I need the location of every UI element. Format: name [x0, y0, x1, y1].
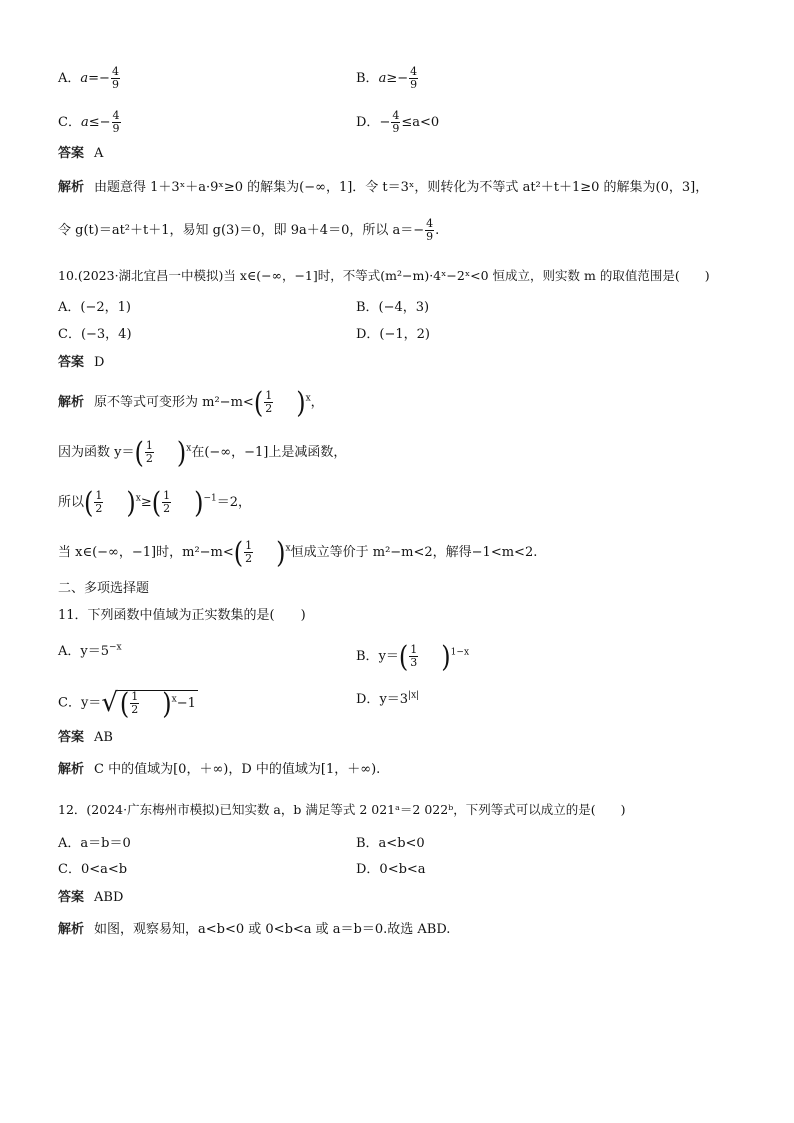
q9-option-d: D．− $\frac{4}{9}$ ≤a<0 [356, 109, 440, 135]
q12-option-c: C．0<a<b [58, 862, 128, 877]
q11-answer: 答案 AB [58, 730, 113, 745]
q12-option-d: D．0<b<a [356, 862, 426, 877]
q9-analysis-line1: 解析 由题意得 1＋3ˣ＋a·9ˣ≥0 的解集为(−∞，1]．令 t＝3ˣ，则转化为不等式 at²＋t＋1≥0 的解集为(0，3]， [58, 180, 709, 195]
q12-analysis: 解析 如图，观察易知，a<b<0 或 0<b<a 或 a＝b＝0.故选 ABD. [58, 922, 451, 937]
q10-analysis-line4: 当 x∈(−∞，−1]时，m²−m<( $\frac{1}{2}$ )$^x$恒成立等价于 m²−m<2，解得−1<m<2. [58, 535, 538, 570]
q10-option-c: C．(−3，4) [58, 327, 132, 342]
q10-answer: 答案 D [58, 355, 105, 370]
q10-analysis-line1: 解析 原不等式可变形为 m²−m<( $\frac{1}{2}$ )$^x$， [58, 385, 324, 420]
q12-option-b: B．a<b<0 [356, 836, 425, 851]
q11-analysis: 解析 C 中的值域为[0，＋∞)，D 中的值域为[1，＋∞). [58, 762, 381, 777]
q11-stem: 11．下列函数中值域为正实数集的是( ) [58, 608, 306, 623]
q10-analysis-line2: 因为函数 y＝( $\frac{1}{2}$ )$^x$在(−∞，−1]上是减函数， [58, 435, 347, 470]
q12-option-a: A．a＝b＝0 [58, 836, 131, 851]
q9-option-a: A．a=− $\frac{4}{9}$ [58, 65, 119, 91]
q11-option-d: D．$y=3^{|x|}$ [356, 690, 420, 707]
q10-stem: 10.(2023·湖北宜昌一中模拟)当 x∈(−∞，−1]时，不等式(m²−m)·4ˣ−2ˣ<0 恒成立，则实数 m 的取值范围是( ) [58, 268, 710, 283]
q9-answer: 答案 A [58, 146, 104, 161]
q12-answer: 答案 ABD [58, 890, 124, 905]
q9-option-c: C．a≤− $\frac{4}{9}$ [58, 109, 120, 135]
q10-option-a: A．(−2，1) [58, 300, 131, 315]
q11-option-a: A．$y=5^{-x}$ [58, 642, 122, 659]
q11-option-c: C．y＝√( $\frac{1}{2}$ )$^x$−1 [58, 686, 196, 721]
q11-option-b: B．y＝( $\frac{1}{3}$ )$^{1-x}$ [356, 639, 470, 674]
q10-analysis-line3: 所以( $\frac{1}{2}$ )$^x$≥( $\frac{1}{2}$ )$^{-1}$＝2， [58, 485, 252, 520]
section-heading: 二、多项选择题 [58, 581, 150, 596]
q9-analysis-line2: 令 g(t)＝at²＋t＋1，易知 g(3)＝0，即 9a＋4＝0，所以 a＝− $\frac{4}{9}$ . [58, 217, 440, 243]
q12-stem: 12．(2024·广东梅州市模拟)已知实数 a，b 满足等式 2 021ᵃ＝2 022ᵇ，下列等式可以成立的是( ) [58, 802, 626, 817]
q9-option-b: B．a≥− $\frac{4}{9}$ [356, 65, 418, 91]
q10-option-d: D．(−1，2) [356, 327, 431, 342]
q10-option-b: B．(−4，3) [356, 300, 430, 315]
